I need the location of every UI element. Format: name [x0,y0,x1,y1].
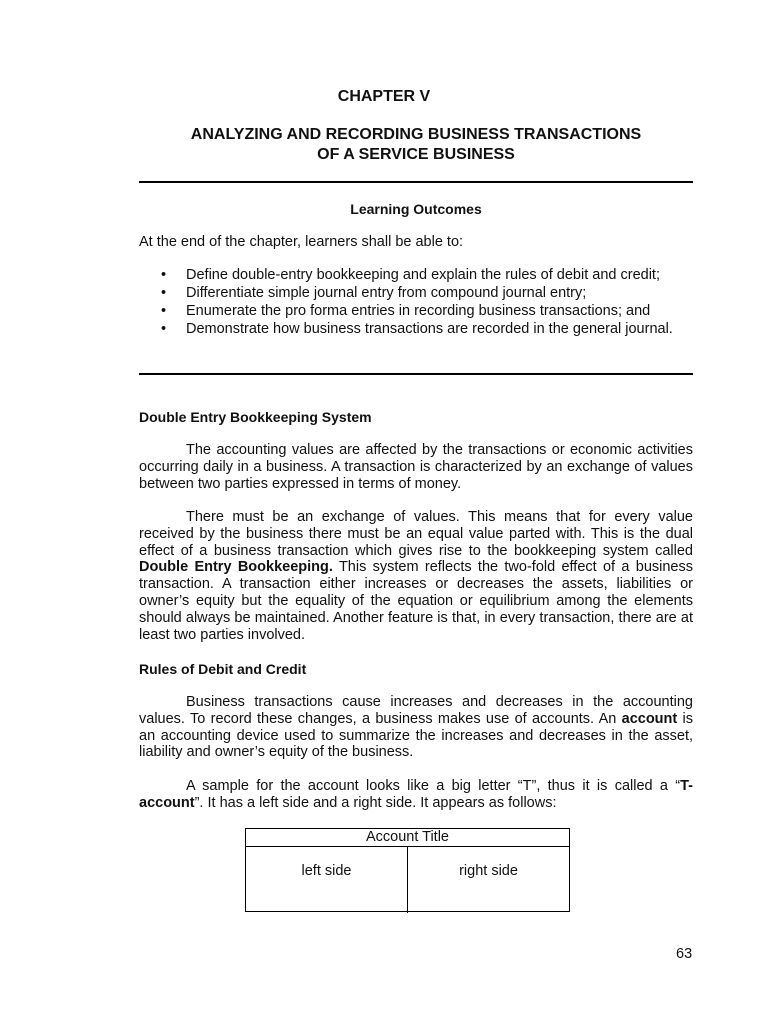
paragraph-t-account: A sample for the account looks like a big letter “T”, thus it is called a “T-account”. It has a left side and a right side. It appears as follows: [139,778,693,811]
chapter-heading: CHAPTER V [337,88,431,105]
t-account-diagram [245,828,570,912]
t-account-right-side: right side [459,863,518,879]
top-divider [139,181,693,183]
term-double-entry-bookkeeping: Double Entry Bookkeeping. [139,559,333,576]
list-item: • Demonstrate how business transactions are recorded in the general journal. [161,321,673,337]
list-item: • Differentiate simple journal entry from compound journal entry; [161,285,587,301]
t-account-title: Account Title [246,829,569,847]
bullet-icon: • [161,321,167,337]
section-heading-double-entry: Double Entry Bookkeeping System [139,409,372,425]
chapter-title [0,125,768,165]
bullet-icon: • [161,267,167,283]
bullet-icon: • [161,303,167,319]
learning-outcomes-heading: Learning Outcomes [350,201,482,217]
term-account: account [621,710,678,727]
paragraph-business-transactions: Business transactions cause increases and decreases in the accounting values. To record these changes, a business makes use of accounts. An account is an accounting device used to summarize the increases and decreases in the asset, liability and owner’s equity of the business. [139,694,694,761]
paragraph-accounting-values: The accounting values are affected by the transactions or economic activities occurring daily in a business. A transaction is characterized by an exchange of values between two parties expressed in terms of money. [139,442,693,492]
t-account-left-side: left side [246,847,408,913]
section-heading-debit-credit: Rules of Debit and Credit [139,661,307,677]
page-number: 63 [676,946,693,962]
bottom-divider [139,373,693,375]
list-item: • Enumerate the pro forma entries in recording business transactions; and [161,303,651,319]
list-item: • Define double-entry bookkeeping and explain the rules of debit and credit; [161,267,660,283]
chapter-title-line2: OF A SERVICE BUSINESS [317,146,515,163]
paragraph-exchange-of-values: There must be an exchange of values. This means that for every value received by the business there must be an equal value parted with. This is the dual effect of a business transaction which gives rise to the bookkeeping system called Double Entry Bookkeeping. This system reflects the two-fold effect of a business transaction. A transaction either increases or decreases the assets, liabilities or owner’s equity but the equality of the equation or equilibrium among the elements should always be maintained. Another feature is that, in every transaction, there are at least two parties involved. [139,509,693,643]
bullet-icon: • [161,285,167,301]
learning-outcomes-intro: At the end of the chapter, learners shall be able to: [139,234,464,250]
term-t-account: T-account [139,778,693,811]
chapter-title-line1: ANALYZING AND RECORDING BUSINESS TRANSACTIONS [190,126,642,143]
learning-outcomes-list [139,266,693,338]
